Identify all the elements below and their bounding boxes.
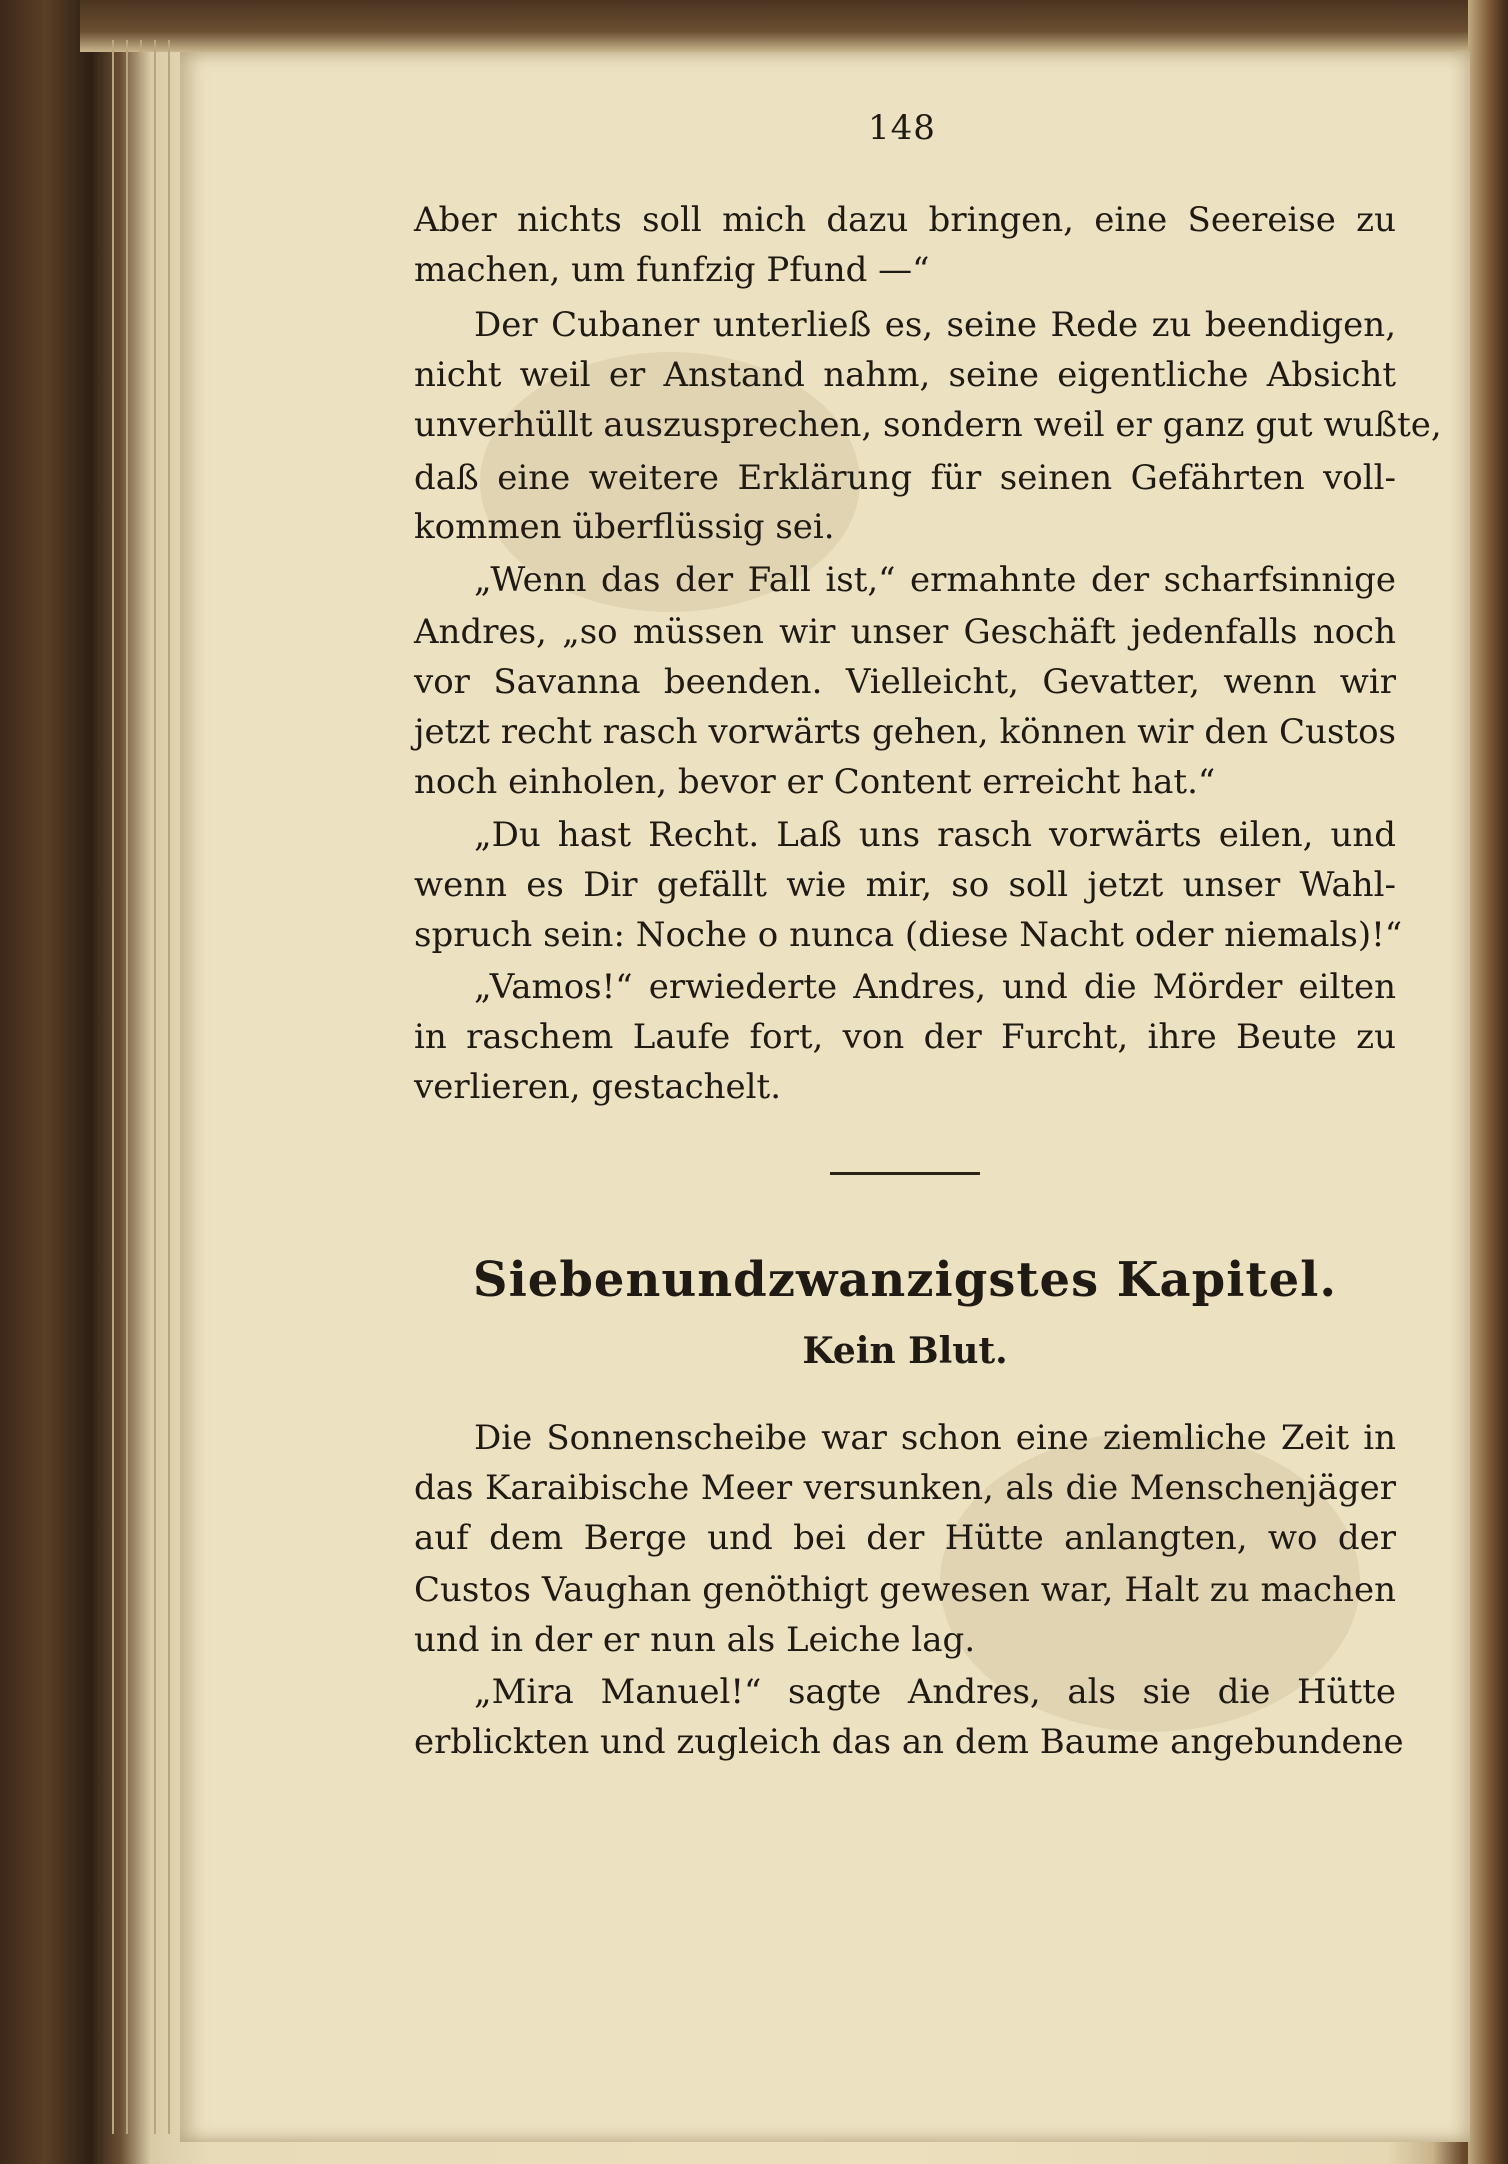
text-line: machen, um funfzig Pfund —“ xyxy=(414,250,930,290)
text-line: nicht weil er Anstand nahm, seine eigentliche Absicht xyxy=(414,355,1396,395)
text-line: Custos Vaughan genöthigt gewesen war, Halt zu machen xyxy=(414,1570,1396,1610)
page-edge xyxy=(126,40,128,2134)
binding-edge xyxy=(80,0,1488,52)
text-line: vor Savanna beenden. Vielleicht, Gevatter, wenn wir xyxy=(414,662,1396,702)
text-line: verlieren, gestachelt. xyxy=(414,1067,782,1107)
text-line: Andres, „so müssen wir unser Geschäft jedenfalls noch xyxy=(414,612,1396,652)
page-edge xyxy=(140,40,142,2134)
text-line: und in der er nun als Leiche lag. xyxy=(414,1620,976,1660)
text-line: auf dem Berge und bei der Hütte anlangten, wo der xyxy=(414,1518,1396,1558)
text-line: daß eine weitere Erklärung für seinen Gefährten voll- xyxy=(414,458,1396,498)
text-line: Aber nichts soll mich dazu bringen, eine Seereise zu xyxy=(414,200,1396,240)
text-line: spruch sein: Noche o nunca (diese Nacht oder niemals)!“ xyxy=(414,915,1403,955)
text-line: „Wenn das der Fall ist,“ ermahnte der scharfsinnige xyxy=(474,560,1396,600)
text-line: „Mira Manuel!“ sagte Andres, als sie die Hütte xyxy=(474,1672,1396,1712)
text-line: „Vamos!“ erwiederte Andres, und die Mörder eilten xyxy=(474,967,1396,1007)
text-line: jetzt recht rasch vorwärts gehen, können wir den Custos xyxy=(414,712,1396,752)
text-line: Der Cubaner unterließ es, seine Rede zu beendigen, xyxy=(474,305,1396,345)
page-edge xyxy=(112,40,114,2134)
text-line: „Du hast Recht. Laß uns rasch vorwärts eilen, und xyxy=(474,815,1396,855)
page-edge xyxy=(168,40,170,2134)
page-edge xyxy=(154,40,156,2134)
chapter-subtitle: Kein Blut. xyxy=(802,1330,1008,1372)
page-number: 148 xyxy=(868,108,936,148)
text-line: unverhüllt auszusprechen, sondern weil er ganz gut wußte, xyxy=(414,405,1442,445)
text-line: wenn es Dir gefällt wie mir, so soll jetzt unser Wahl- xyxy=(414,865,1396,905)
text-line: erblickten und zugleich das an dem Baume angebundene xyxy=(414,1722,1404,1762)
book-cover-edge xyxy=(1468,0,1508,2164)
section-divider xyxy=(830,1172,980,1175)
text-line: kommen überflüssig sei. xyxy=(414,507,835,547)
text-line: in raschem Laufe fort, von der Furcht, ihre Beute zu xyxy=(414,1017,1396,1057)
text-line: Die Sonnenscheibe war schon eine ziemliche Zeit in xyxy=(474,1418,1396,1458)
text-line: noch einholen, bevor er Content erreicht hat.“ xyxy=(414,762,1216,802)
chapter-heading: Siebenundzwanzigstes Kapitel. xyxy=(472,1252,1338,1308)
text-line: das Karaibische Meer versunken, als die Menschenjäger xyxy=(414,1468,1396,1508)
